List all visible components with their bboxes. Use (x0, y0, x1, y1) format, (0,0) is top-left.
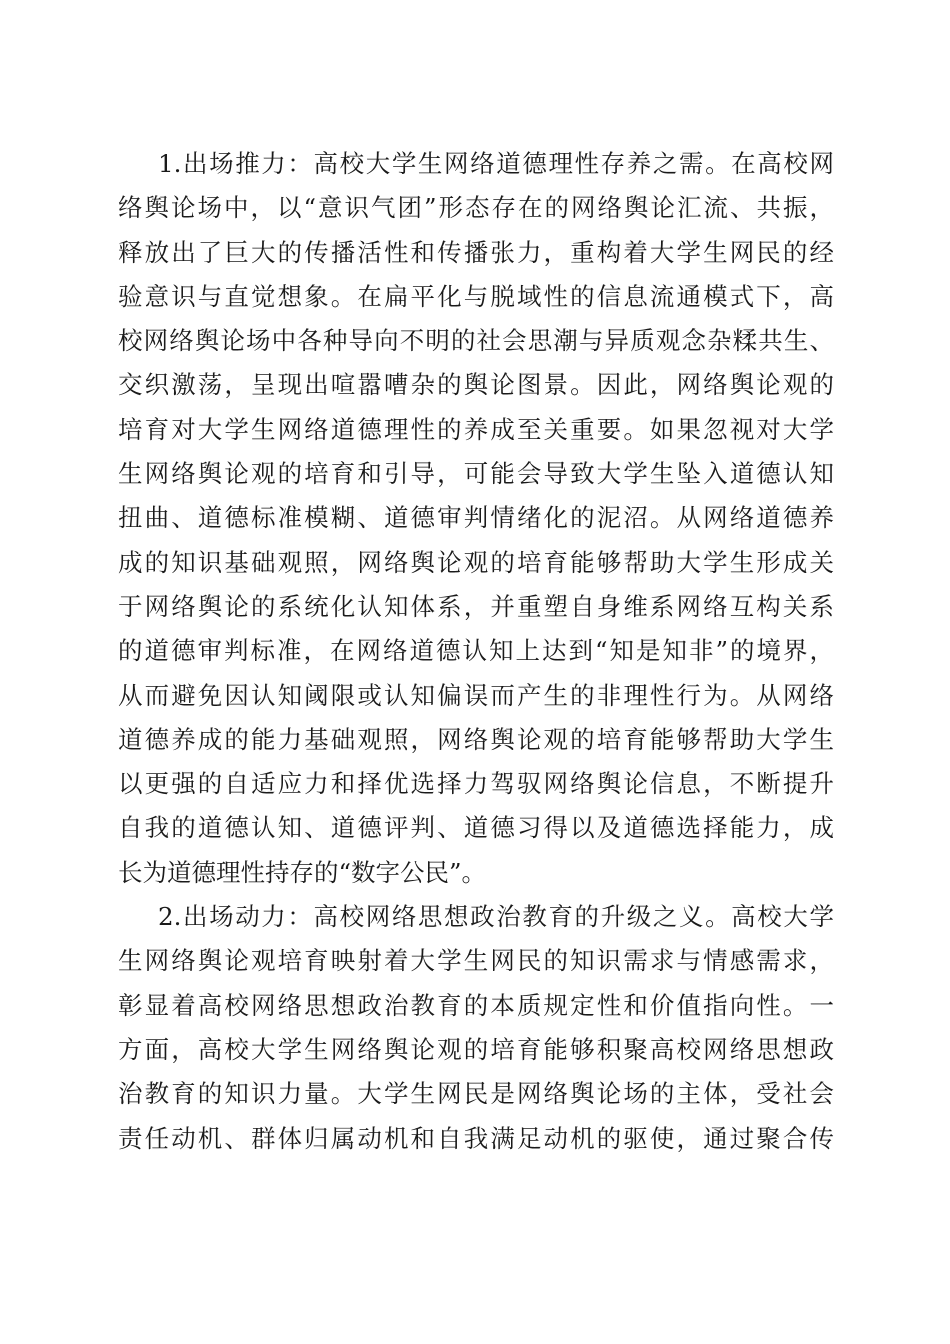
paragraph-line: 自我的道德认知、道德评判、道德习得以及道德选择能力，成 (118, 813, 834, 843)
paragraph-line: 培育对大学生网络道德理性的养成至关重要。如果忽视对大学 (118, 414, 834, 444)
paragraph-line: 于网络舆论的系统化认知体系，并重塑自身维系网络互构关系 (118, 591, 834, 621)
paragraph-line: 生网络舆论观培育映射着大学生网民的知识需求与情感需求， (118, 946, 834, 976)
paragraph-line: 以更强的自适应力和择优选择力驾驭网络舆论信息，不断提升 (118, 769, 834, 799)
paragraph-1 (118, 142, 834, 895)
document-body (118, 142, 834, 1161)
paragraph-line: 方面，高校大学生网络舆论观的培育能够积聚高校网络思想政 (118, 1034, 834, 1064)
paragraph-line: 交织激荡，呈现出喧嚣嘈杂的舆论图景。因此，网络舆论观的 (118, 370, 834, 400)
paragraph-line: 成的知识基础观照，网络舆论观的培育能够帮助大学生形成关 (118, 547, 834, 577)
paragraph-line: 从而避免因认知阈限或认知偏误而产生的非理性行为。从网络 (118, 680, 834, 710)
paragraph-line: 生网络舆论观的培育和引导，可能会导致大学生坠入道德认知 (118, 459, 834, 489)
paragraph-line: 责任动机、群体归属动机和自我满足动机的驱使，通过聚合传 (118, 1123, 834, 1153)
paragraph-line: 彰显着高校网络思想政治教育的本质规定性和价值指向性。一 (118, 990, 834, 1020)
paragraph-line: 长为道德理性持存的“数字公民”。 (118, 857, 487, 887)
paragraph-line: 校网络舆论场中各种导向不明的社会思潮与异质观念杂糅共生、 (118, 326, 834, 356)
paragraph-line: 的道德审判标准，在网络道德认知上达到“知是知非”的境界， (118, 636, 834, 666)
paragraph-line: 扭曲、道德标准模糊、道德审判情绪化的泥沼。从网络道德养 (118, 503, 834, 533)
paragraph-line: 释放出了巨大的传播活性和传播张力，重构着大学生网民的经 (118, 237, 834, 267)
paragraph-line: 治教育的知识力量。大学生网民是网络舆论场的主体，受社会 (118, 1079, 834, 1109)
paragraph-line: 1.出场推力：高校大学生网络道德理性存养之需。在高校网 (158, 149, 834, 178)
paragraph-line: 验意识与直觉想象。在扁平化与脱域性的信息流通模式下，高 (118, 281, 834, 311)
paragraph-2 (118, 895, 834, 1161)
paragraph-line: 2.出场动力：高校网络思想政治教育的升级之义。高校大学 (158, 902, 834, 932)
paragraph-line: 络舆论场中，以“意识气团”形态存在的网络舆论汇流、共振， (118, 193, 834, 223)
paragraph-line: 道德养成的能力基础观照，网络舆论观的培育能够帮助大学生 (118, 724, 834, 754)
